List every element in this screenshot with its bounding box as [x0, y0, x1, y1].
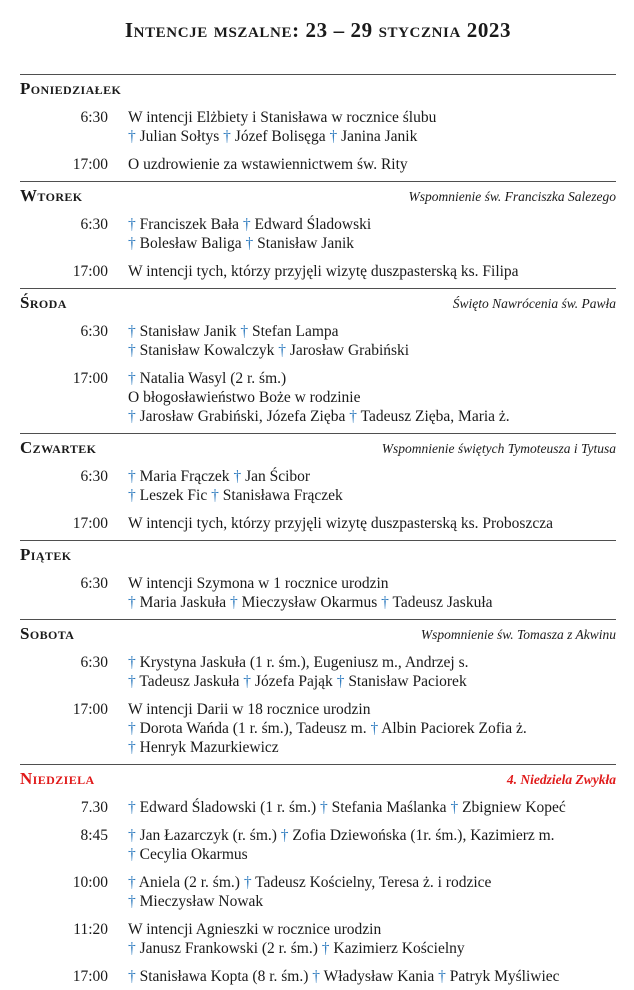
- cross-icon: †: [233, 468, 242, 485]
- cross-icon: †: [240, 323, 249, 340]
- mass-row: [20, 155, 616, 174]
- mass-row: [20, 700, 616, 757]
- mass-intentions: [128, 967, 560, 986]
- intention-line: † Tadeusz Jaskuła † Józefa Pająk † Stanisław Paciorek: [128, 673, 467, 690]
- mass-intentions: [128, 574, 493, 612]
- day-name: Środa: [20, 293, 67, 312]
- cross-icon: †: [230, 594, 238, 611]
- mass-time: 17:00: [72, 515, 108, 532]
- cross-icon: †: [128, 720, 136, 737]
- cross-icon: †: [312, 968, 321, 985]
- cross-icon: †: [245, 235, 254, 252]
- cross-icon: †: [128, 827, 136, 844]
- mass-time: 11:20: [73, 921, 108, 938]
- cross-icon: †: [128, 235, 136, 252]
- intention-line: † Stanisław Kowalczyk † Jarosław Grabiński: [128, 342, 410, 359]
- day-section: [20, 288, 616, 433]
- mass-row: [20, 514, 616, 533]
- cross-icon: †: [128, 654, 136, 671]
- cross-icon: †: [438, 968, 446, 985]
- mass-intentions: [128, 798, 566, 817]
- intention-line: W intencji Darii w 18 rocznice urodzin: [128, 701, 371, 718]
- cross-icon: †: [211, 487, 219, 504]
- mass-row: [20, 369, 616, 426]
- cross-icon: †: [370, 720, 379, 737]
- mass-time: 6:30: [80, 323, 108, 340]
- cross-icon: †: [128, 408, 136, 425]
- mass-time: 6:30: [80, 468, 108, 485]
- day-feast-note: Wspomnienie św. Franciszka Salezego: [408, 189, 616, 204]
- day-header: [20, 438, 616, 458]
- intention-line: † Janusz Frankowski (2 r. śm.) † Kazimierz Kościelny: [128, 940, 465, 957]
- intention-line: † Krystyna Jaskuła (1 r. śm.), Eugeniusz m., Andrzej s.: [128, 654, 469, 671]
- mass-time: 6:30: [80, 575, 108, 592]
- intention-line: † Dorota Wańda (1 r. śm.), Tadeusz m. † Albin Paciorek Zofia ż.: [128, 720, 527, 737]
- mass-intentions: [128, 467, 343, 505]
- mass-row: [20, 574, 616, 612]
- cross-icon: †: [128, 739, 136, 756]
- mass-intentions: [128, 826, 555, 864]
- mass-time: 17:00: [72, 263, 108, 280]
- mass-time: 6:30: [80, 654, 108, 671]
- intention-line: W intencji Szymona w 1 rocznice urodzin: [128, 575, 389, 592]
- mass-intentions: [128, 108, 436, 146]
- day-section: [20, 74, 616, 181]
- day-header: [20, 545, 616, 565]
- day-header: [20, 769, 616, 789]
- cross-icon: †: [242, 216, 251, 233]
- intention-line: † Edward Śladowski (1 r. śm.) † Stefania Maślanka † Zbigniew Kopeć: [128, 799, 566, 816]
- day-header: [20, 186, 616, 206]
- intention-line: † Jarosław Grabiński, Józefa Zięba † Tadeusz Zięba, Maria ż.: [128, 408, 510, 425]
- intention-line: † Cecylia Okarmus: [128, 846, 248, 863]
- day-section: [20, 540, 616, 619]
- day-header: [20, 293, 616, 313]
- cross-icon: †: [128, 673, 136, 690]
- intention-line: O błogosławieństwo Boże w rodzinie: [128, 389, 361, 406]
- mass-intentions: [128, 700, 527, 757]
- schedule: [20, 74, 616, 990]
- day-feast-note: Święto Nawrócenia św. Pawła: [452, 296, 616, 311]
- cross-icon: †: [128, 594, 136, 611]
- mass-intentions: [128, 262, 519, 281]
- intention-line: W intencji Elżbiety i Stanisława w rocznice ślubu: [128, 109, 437, 126]
- cross-icon: †: [321, 940, 330, 957]
- mass-time: 17:00: [72, 156, 108, 173]
- intention-line: W intencji Agnieszki w rocznice urodzin: [128, 921, 382, 938]
- mass-intentions: [128, 873, 491, 911]
- cross-icon: †: [336, 673, 345, 690]
- intention-line: † Henryk Mazurkiewicz: [128, 739, 279, 756]
- day-feast-note: Wspomnienie świętych Tymoteusza i Tytusa: [381, 441, 616, 456]
- cross-icon: †: [223, 128, 231, 145]
- mass-row: [20, 653, 616, 691]
- mass-row: [20, 798, 616, 817]
- mass-row: [20, 467, 616, 505]
- mass-row: [20, 108, 616, 146]
- mass-time: 17:00: [72, 701, 108, 718]
- cross-icon: †: [280, 827, 289, 844]
- day-name: Poniedziałek: [20, 79, 122, 98]
- cross-icon: †: [128, 487, 136, 504]
- cross-icon: †: [128, 874, 136, 891]
- cross-icon: †: [243, 874, 252, 891]
- day-section: [20, 433, 616, 540]
- mass-row: [20, 215, 616, 253]
- mass-list: [20, 215, 616, 281]
- intention-line: † Jan Łazarczyk (r. śm.) † Zofia Dziewońska (1r. śm.), Kazimierz m.: [128, 827, 555, 844]
- cross-icon: †: [128, 342, 136, 359]
- mass-row: [20, 873, 616, 911]
- cross-icon: †: [278, 342, 286, 359]
- page-title: Intencje mszalne: 23 – 29 stycznia 2023: [124, 18, 512, 42]
- cross-icon: †: [450, 799, 459, 816]
- cross-icon: †: [320, 799, 328, 816]
- cross-icon: †: [128, 799, 136, 816]
- mass-time: 6:30: [80, 109, 108, 126]
- intention-line: † Julian Sołtys † Józef Bolisęga † Janina Janik: [128, 128, 418, 145]
- mass-intentions: [128, 322, 409, 360]
- day-section: [20, 181, 616, 288]
- mass-intentions: [128, 920, 465, 958]
- cross-icon: †: [128, 323, 136, 340]
- mass-row: [20, 322, 616, 360]
- mass-time: 7.30: [80, 799, 108, 816]
- mass-list: [20, 574, 616, 612]
- day-header: [20, 79, 616, 99]
- intention-line: O uzdrowienie za wstawiennictwem św. Rity: [128, 156, 408, 173]
- cross-icon: †: [128, 468, 136, 485]
- mass-intentions: [128, 653, 469, 691]
- mass-row: [20, 967, 616, 986]
- day-header: [20, 624, 616, 644]
- cross-icon: †: [128, 893, 136, 910]
- mass-row: [20, 826, 616, 864]
- mass-row: [20, 920, 616, 958]
- day-name: Niedziela: [20, 769, 95, 788]
- intention-line: † Stanisław Janik † Stefan Lampa: [128, 323, 339, 340]
- day-name: Wtorek: [20, 186, 83, 205]
- intention-line: † Maria Jaskuła † Mieczysław Okarmus † Tadeusz Jaskuła: [128, 594, 493, 611]
- mass-time: 17:00: [72, 968, 108, 985]
- cross-icon: †: [128, 370, 136, 387]
- cross-icon: †: [128, 846, 136, 863]
- day-name: Czwartek: [20, 438, 97, 457]
- mass-row: [20, 262, 616, 281]
- mass-time: 17:00: [72, 370, 108, 387]
- intention-line: † Natalia Wasyl (2 r. śm.): [128, 370, 287, 387]
- day-name: Sobota: [20, 624, 75, 643]
- cross-icon: †: [128, 128, 136, 145]
- mass-list: [20, 653, 616, 757]
- cross-icon: †: [128, 216, 136, 233]
- mass-time: 10:00: [72, 874, 108, 891]
- mass-intentions: [128, 215, 371, 253]
- intention-line: † Maria Frączek † Jan Ścibor: [128, 468, 311, 485]
- intention-line: W intencji tych, którzy przyjęli wizytę duszpasterską ks. Filipa: [128, 263, 519, 280]
- intention-line: † Bolesław Baliga † Stanisław Janik: [128, 235, 355, 252]
- day-feast-note: Wspomnienie św. Tomasza z Akwinu: [420, 627, 616, 642]
- cross-icon: †: [329, 128, 338, 145]
- cross-icon: †: [381, 594, 389, 611]
- mass-intentions: [128, 369, 510, 426]
- mass-intentions: [128, 514, 553, 533]
- mass-list: [20, 467, 616, 533]
- cross-icon: †: [349, 408, 357, 425]
- mass-list: [20, 322, 616, 426]
- intention-line: † Leszek Fic † Stanisława Frączek: [128, 487, 343, 504]
- mass-list: [20, 108, 616, 174]
- intention-line: † Stanisława Kopta (8 r. śm.) † Władysław Kania † Patryk Myśliwiec: [128, 968, 560, 985]
- mass-intentions: [128, 155, 408, 174]
- mass-time: 6:30: [80, 216, 108, 233]
- cross-icon: †: [128, 968, 136, 985]
- intention-line: † Franciszek Bała † Edward Śladowski: [128, 216, 372, 233]
- day-section: [20, 764, 616, 990]
- cross-icon: †: [128, 940, 136, 957]
- intention-line: W intencji tych, którzy przyjęli wizytę duszpasterską ks. Proboszcza: [128, 515, 553, 532]
- day-feast-note: 4. Niedziela Zwykła: [506, 772, 616, 787]
- day-section: [20, 619, 616, 764]
- intention-line: † Aniela (2 r. śm.) † Tadeusz Kościelny, Teresa ż. i rodzice: [128, 874, 492, 891]
- cross-icon: †: [243, 673, 252, 690]
- mass-list: [20, 798, 616, 986]
- mass-time: 8:45: [80, 827, 108, 844]
- day-name: Piątek: [20, 545, 72, 564]
- intention-line: † Mieczysław Nowak: [128, 893, 264, 910]
